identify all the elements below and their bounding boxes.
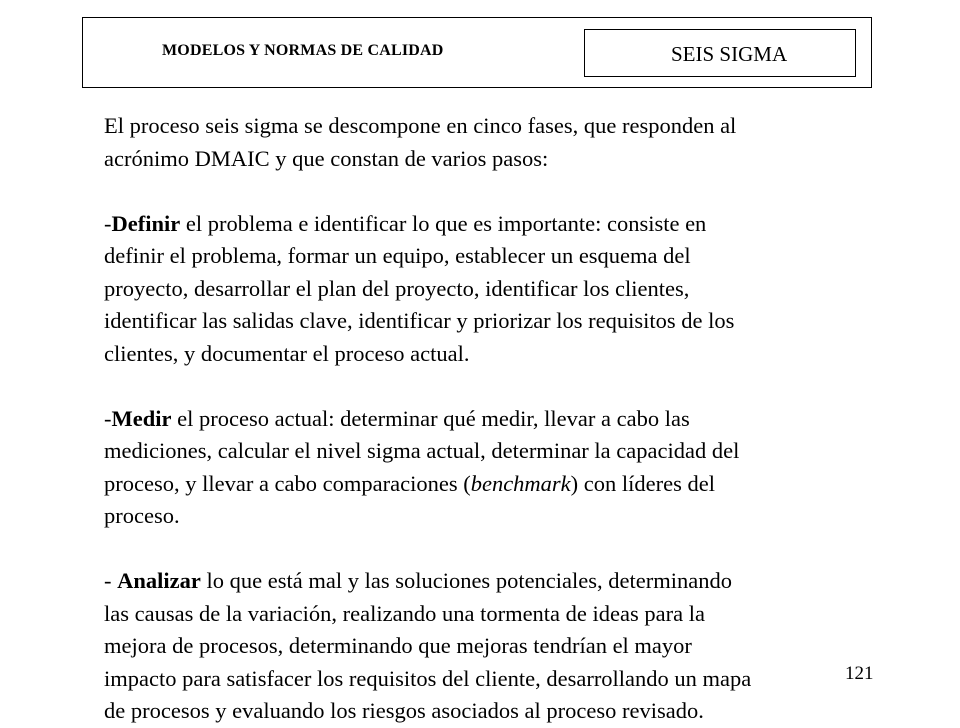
phase-medir-line-3a: proceso, y llevar a cabo comparaciones ( (104, 470, 471, 496)
phase-medir-prefix: - (104, 405, 112, 431)
phase-definir-prefix: - (104, 210, 112, 236)
phase-medir-paragraph (104, 403, 864, 533)
phase-definir-term: Definir (111, 210, 181, 236)
intro-line-1: El proceso seis sigma se descompone en cinco fases, que responden al (104, 113, 737, 138)
section-label: SEIS SIGMA (671, 42, 788, 66)
phase-definir-line-1: el problema e identificar lo que es importante: consiste en (180, 210, 707, 236)
page-number: 121 (845, 663, 874, 684)
phase-medir-line-4: proceso. (104, 503, 180, 528)
phase-analizar-line-5: de procesos y evaluando los riesgos asociados al proceso revisado. (104, 698, 704, 723)
phase-definir-paragraph (104, 208, 864, 371)
phase-medir-term: Medir (111, 405, 172, 431)
phase-definir-line-2: definir el problema, formar un equipo, establecer un esquema del (104, 243, 691, 268)
phase-medir-line-1: el proceso actual: determinar qué medir, llevar a cabo las (171, 405, 690, 431)
phase-analizar-line-3: mejora de procesos, determinando que mejoras tendrían el mayor (104, 633, 692, 658)
intro-paragraph (104, 110, 864, 175)
phase-definir-line-5: clientes, y documentar el proceso actual. (104, 340, 470, 366)
header-title: MODELOS Y NORMAS DE CALIDAD (162, 42, 444, 59)
intro-line-2: acrónimo DMAIC y que constan de varios pasos: (104, 145, 549, 171)
phase-definir-line-3: proyecto, desarrollar el plan del proyecto, identificar los clientes, (104, 275, 690, 301)
phase-analizar-paragraph (104, 565, 864, 728)
phase-medir-line-2: mediciones, calcular el nivel sigma actual, determinar la capacidad del (104, 438, 740, 463)
phase-analizar-line-2: las causas de la variación, realizando una tormenta de ideas para la (104, 600, 705, 626)
phase-medir-line-3b: ) con líderes del (570, 470, 715, 496)
phase-analizar-term: Analizar (117, 568, 201, 593)
phase-medir-benchmark: benchmark (470, 470, 571, 496)
slide-body (104, 110, 864, 728)
phase-definir-line-4: identificar las salidas clave, identificar y priorizar los requisitos de los (104, 308, 735, 333)
phase-analizar-line-1: lo que está mal y las soluciones potenciales, determinando (200, 568, 732, 593)
phase-analizar-line-4: impacto para satisfacer los requisitos del cliente, desarrollando un mapa (104, 665, 752, 691)
phase-analizar-prefix: - (104, 568, 118, 593)
section-label-box (584, 29, 856, 77)
